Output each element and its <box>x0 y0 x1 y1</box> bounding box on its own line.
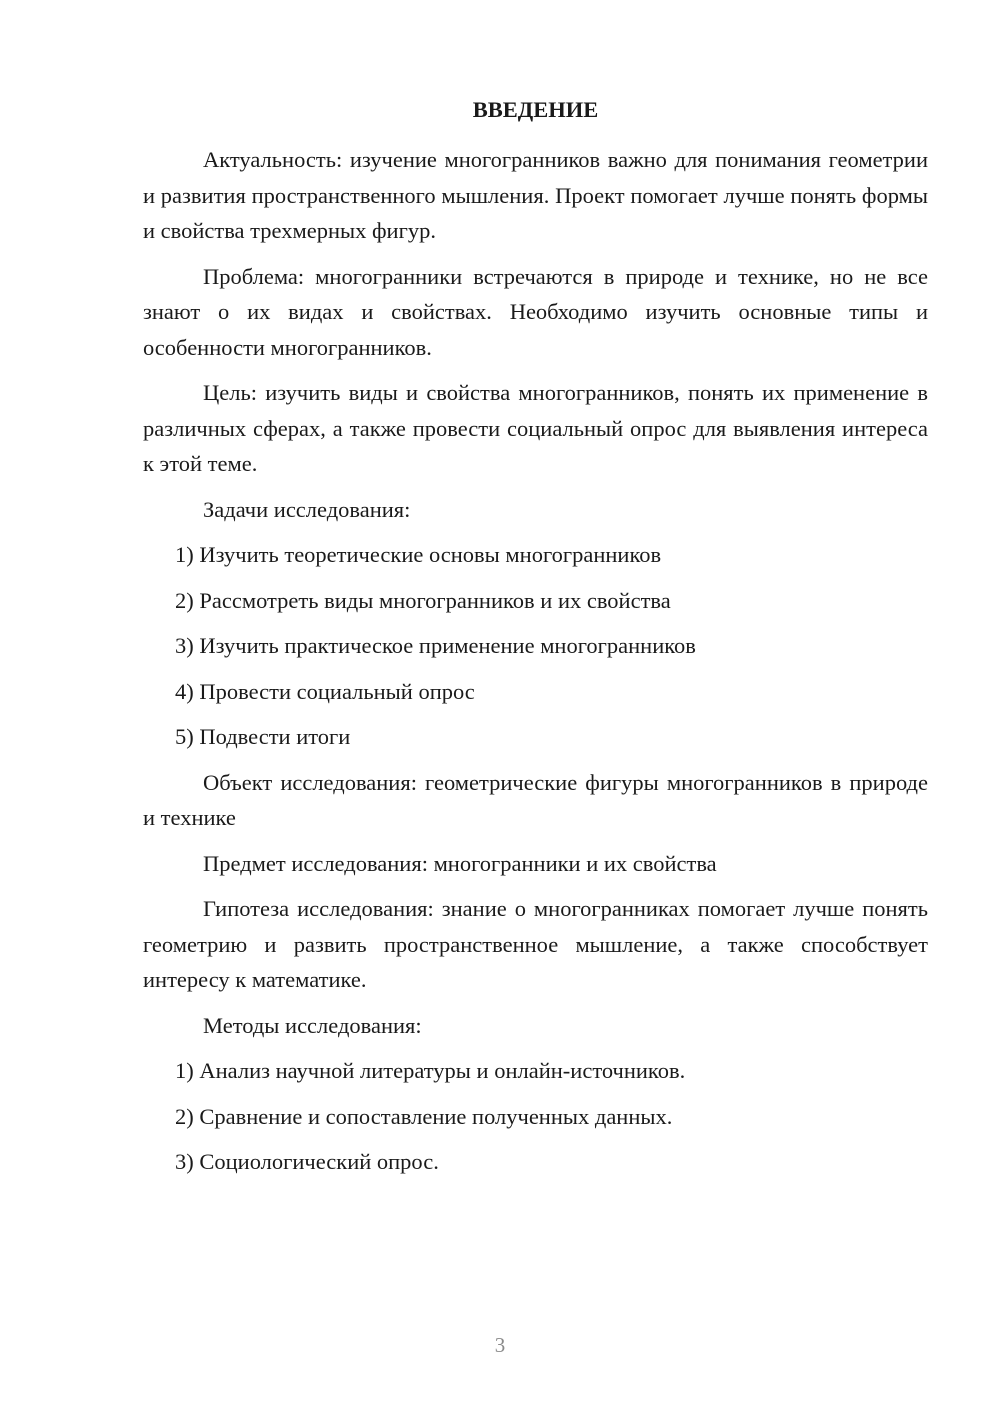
tasks-heading: Задачи исследования: <box>203 496 411 522</box>
methods-heading: Методы исследования: <box>203 1012 422 1038</box>
list-item: 1) Анализ научной литературы и онлайн-источников. <box>175 1058 686 1083</box>
subject-paragraph: Предмет исследования: многогранники и их свойства <box>203 850 717 876</box>
list-item: 1) Изучить теоретические основы многогранников <box>175 542 662 567</box>
list-item: 2) Рассмотреть виды многогранников и их свойства <box>175 587 671 613</box>
list-item: 2) Сравнение и сопоставление полученных данных. <box>175 1103 673 1129</box>
list-item: 5) Подвести итоги <box>175 724 351 749</box>
page-title: ВВЕДЕНИЕ <box>472 97 599 122</box>
object-paragraph: Объект исследования: геометрические фигуры многогранников в природе и технике <box>143 769 928 830</box>
page-number: 3 <box>494 1333 506 1357</box>
tasks-list <box>143 537 928 755</box>
goal-paragraph: Цель: изучить виды и свойства многогранников, понять их применение в различных сферах, а также провести социальный опрос для выявления интереса к этой теме. <box>143 380 928 476</box>
methods-list <box>143 1053 928 1180</box>
problem-paragraph: Проблема: многогранники встречаются в природе и технике, но не все знают о их видах и свойствах. Необходимо изучить основные типы и особенности многогранников. <box>143 263 928 360</box>
list-item: 4) Провести социальный опрос <box>175 678 475 704</box>
document-page <box>143 92 928 1190</box>
list-item: 3) Изучить практическое применение многогранников <box>175 633 696 658</box>
hypothesis-paragraph: Гипотеза исследования: знание о многогранниках помогает лучше понять геометрию и развить пространственное мышление, а также способствует интересу к математике. <box>143 896 928 992</box>
relevance-paragraph: Актуальность: изучение многогранников важно для понимания геометрии и развития пространственного мышления. Проект помогает лучше понять формы и свойства трехмерных фигур. <box>143 147 928 243</box>
list-item: 3) Социологический опрос. <box>175 1149 439 1174</box>
